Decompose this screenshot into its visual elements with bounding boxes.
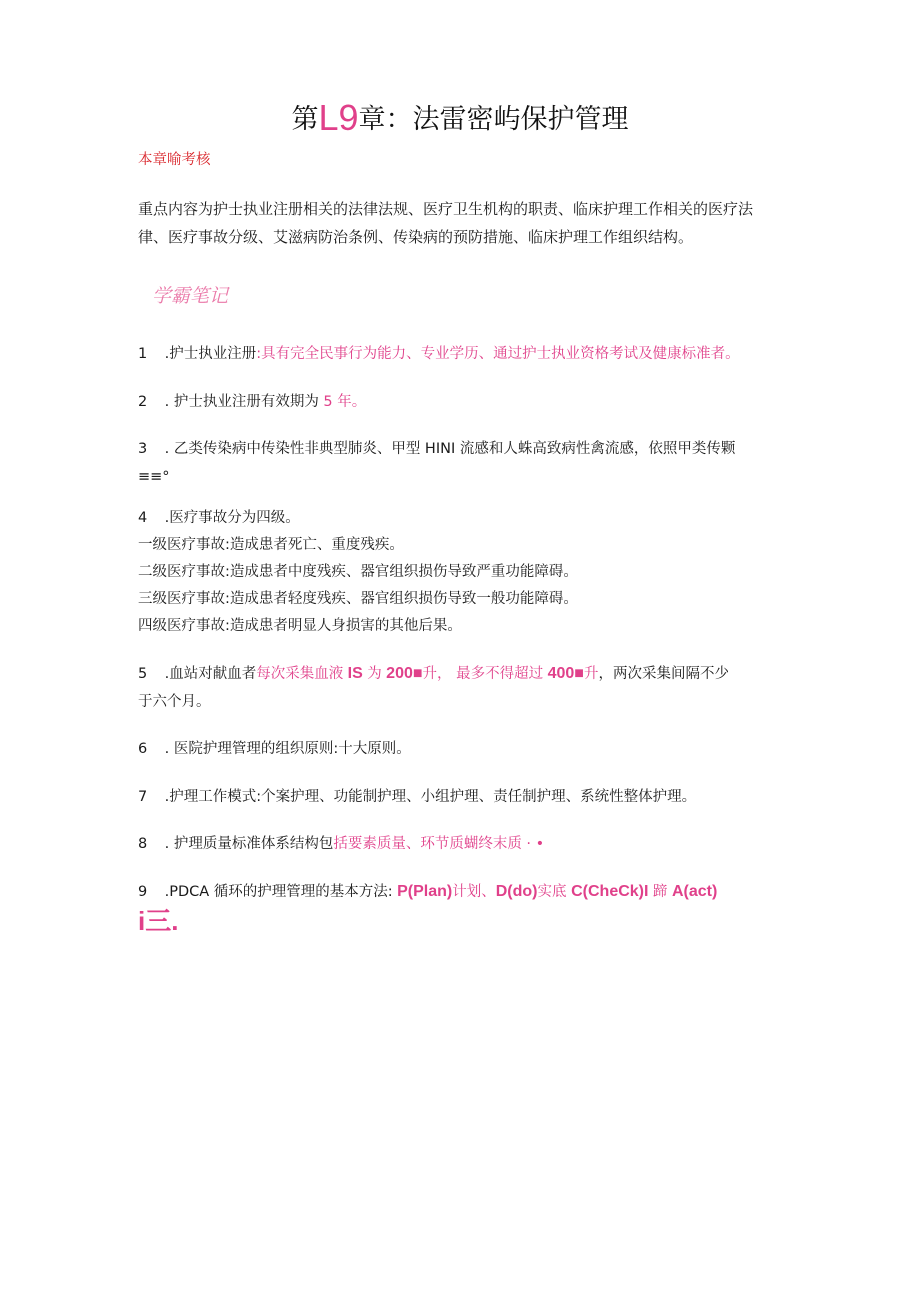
item-text: .医疗事故分为四级。 (160, 510, 300, 526)
note-item-2 (138, 388, 778, 416)
item-number: 3 (138, 441, 148, 457)
item-text: ，两次采集间隔不少 (598, 666, 729, 682)
item-highlight-bold: P(Plan) (392, 883, 453, 900)
item-text: .护理工作模式:个案护理、功能制护理、小组护理、责任制护理、系统性整体护理。 (160, 789, 697, 805)
item-text: . 医院护理管理的组织原则:十大原则。 (160, 741, 411, 757)
intro-line-1: 重点内容为护士执业注册相关的法律法规、医疗卫生机构的职责、临床护理工作相关的医疗法 (138, 200, 754, 218)
intro-line-2: 律、医疗事故分级、艾滋病防治条例、传染病的预防措施、临床护理工作组织结构。 (138, 228, 694, 246)
item-number: 6 (138, 741, 148, 757)
item-highlight: 每次采集血液 (256, 666, 344, 682)
chapter-title (0, 96, 920, 142)
note-item-8 (138, 830, 778, 858)
item-text-line-2: ≡≡° (138, 469, 170, 485)
note-item-6 (138, 735, 778, 763)
item-highlight: 为 (367, 666, 382, 682)
item-number: 9 (138, 884, 148, 900)
item-number: 7 (138, 789, 148, 805)
item-highlight: 5 年。 (318, 394, 367, 410)
item-highlight-bold: A(act) (672, 883, 718, 900)
accident-level-1: 一级医疗事故:造成患者死亡、重度残疾。 (138, 537, 404, 553)
item-highlight: 最多不得超过 (451, 666, 544, 682)
item-number: 2 (138, 394, 148, 410)
item-text-line-2: i三. (138, 906, 179, 936)
study-notes-label: 学霸笔记 (152, 285, 229, 307)
accident-level-4: 四级医疗事故:造成患者明显人身损害的其他后果。 (138, 618, 462, 634)
item-number: 8 (138, 836, 148, 852)
item-highlight: 升， (422, 666, 452, 682)
item-text: .血站对献血者 (160, 666, 257, 682)
item-text: .PDCA 循环的护理管理的基本方法: (160, 884, 393, 900)
note-item-3 (138, 435, 778, 491)
item-text: .护士执业注册 (160, 346, 257, 362)
note-item-9 (138, 878, 778, 936)
title-suffix: 章：法雷密屿保护管理 (358, 104, 629, 135)
item-highlight: 括要素质量、环节质蝴终末质 · • (333, 836, 545, 852)
note-item-4 (138, 504, 778, 640)
item-highlight-bold: 200■ (381, 665, 423, 682)
item-number: 4 (138, 510, 148, 526)
accident-level-2: 二级医疗事故:造成患者中度残疾、器官组织损伤导致严重功能障碍。 (138, 564, 578, 580)
item-number: 5 (138, 666, 148, 682)
item-text: . 护士执业注册有效期为 (160, 394, 319, 410)
item-highlight: 计划、 (452, 884, 496, 900)
item-number: 1 (138, 346, 148, 362)
item-highlight-bold: C(CheCk)I (571, 883, 653, 900)
item-highlight-bold: D(do) (495, 883, 538, 900)
item-text: . 护理质量标准体系结构包 (160, 836, 334, 852)
item-highlight: 升 (583, 666, 599, 682)
item-highlight: 蹄 (652, 884, 672, 900)
section-subheading: 本章喻考核 (138, 152, 211, 168)
item-highlight-bold: 400■ (543, 665, 584, 682)
item-text-line-2: 于六个月。 (138, 694, 211, 710)
note-item-7 (138, 783, 778, 811)
note-item-1 (138, 340, 778, 368)
note-item-5 (138, 660, 778, 716)
chapter-number: L9 (318, 97, 359, 138)
title-prefix: 第 (291, 104, 319, 135)
intro-paragraph (138, 195, 778, 251)
item-highlight: 实底 (537, 884, 572, 900)
item-text: . 乙类传染病中传染性非典型肺炎、甲型 HINI 流感和人蛛高致病性禽流感，依照甲类传颗 (160, 441, 736, 457)
item-highlight-bold: IS (343, 665, 368, 682)
item-highlight: :具有完全民事行为能力、专业学历、通过护士执业资格考试及健康标准者。 (256, 346, 740, 362)
accident-level-3: 三级医疗事故:造成患者轻度残疾、器官组织损伤导致一般功能障碍。 (138, 591, 578, 607)
